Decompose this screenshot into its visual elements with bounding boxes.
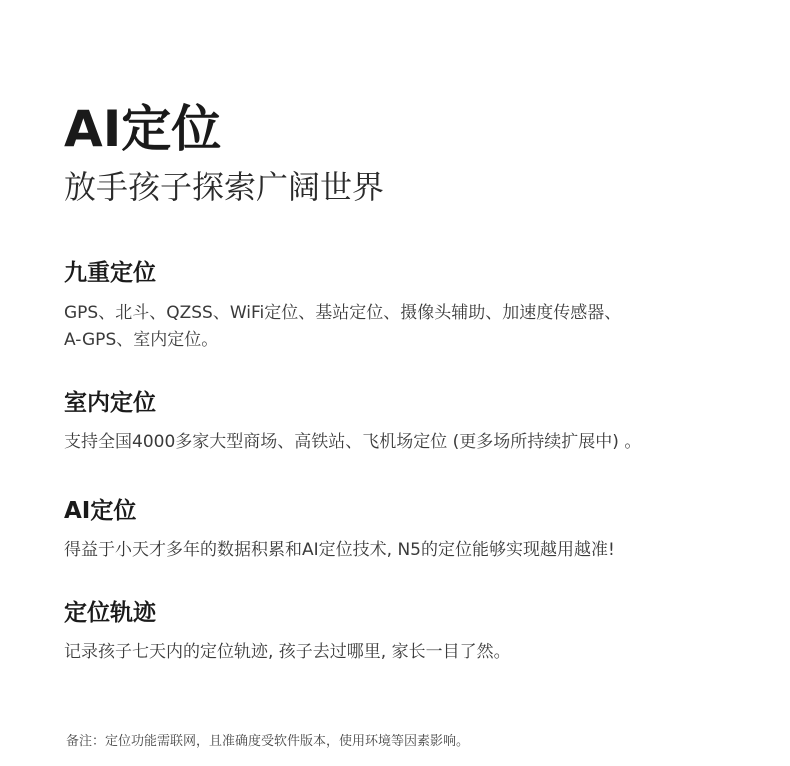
footnote: 备注：定位功能需联网，且准确度受软件版本，使用环境等因素影响。 <box>66 734 470 749</box>
feature-title: 室内定位 <box>64 390 156 416</box>
feature-indoor-positioning <box>64 388 744 456</box>
feature-description-line: 记录孩子七天内的定位轨迹, 孩子去过哪里, 家长一目了然。 <box>64 642 511 662</box>
feature-location-track <box>64 598 744 666</box>
feature-title: 定位轨迹 <box>64 600 156 626</box>
hero-title: AI定位 <box>64 100 222 158</box>
feature-description-line: 得益于小天才多年的数据积累和AI定位技术, N5的定位能够实现越用越准! <box>64 540 615 560</box>
feature-description-line: 支持全国4000多家大型商场、高铁站、飞机场定位 (更多场所持续扩展中) 。 <box>64 432 642 452</box>
feature-description-line: A-GPS、室内定位。 <box>64 330 219 350</box>
feature-ai-positioning <box>64 496 744 564</box>
feature-title: AI定位 <box>64 498 137 524</box>
hero-subtitle: 放手孩子探索广阔世界 <box>64 168 385 206</box>
feature-description <box>64 300 744 354</box>
feature-description <box>64 537 744 564</box>
feature-nine-positioning <box>64 258 744 354</box>
feature-description <box>64 429 744 456</box>
feature-description-line: GPS、北斗、QZSS、WiFi定位、基站定位、摄像头辅助、加速度传感器、 <box>64 303 622 323</box>
feature-description <box>64 639 744 666</box>
feature-title: 九重定位 <box>64 260 156 286</box>
